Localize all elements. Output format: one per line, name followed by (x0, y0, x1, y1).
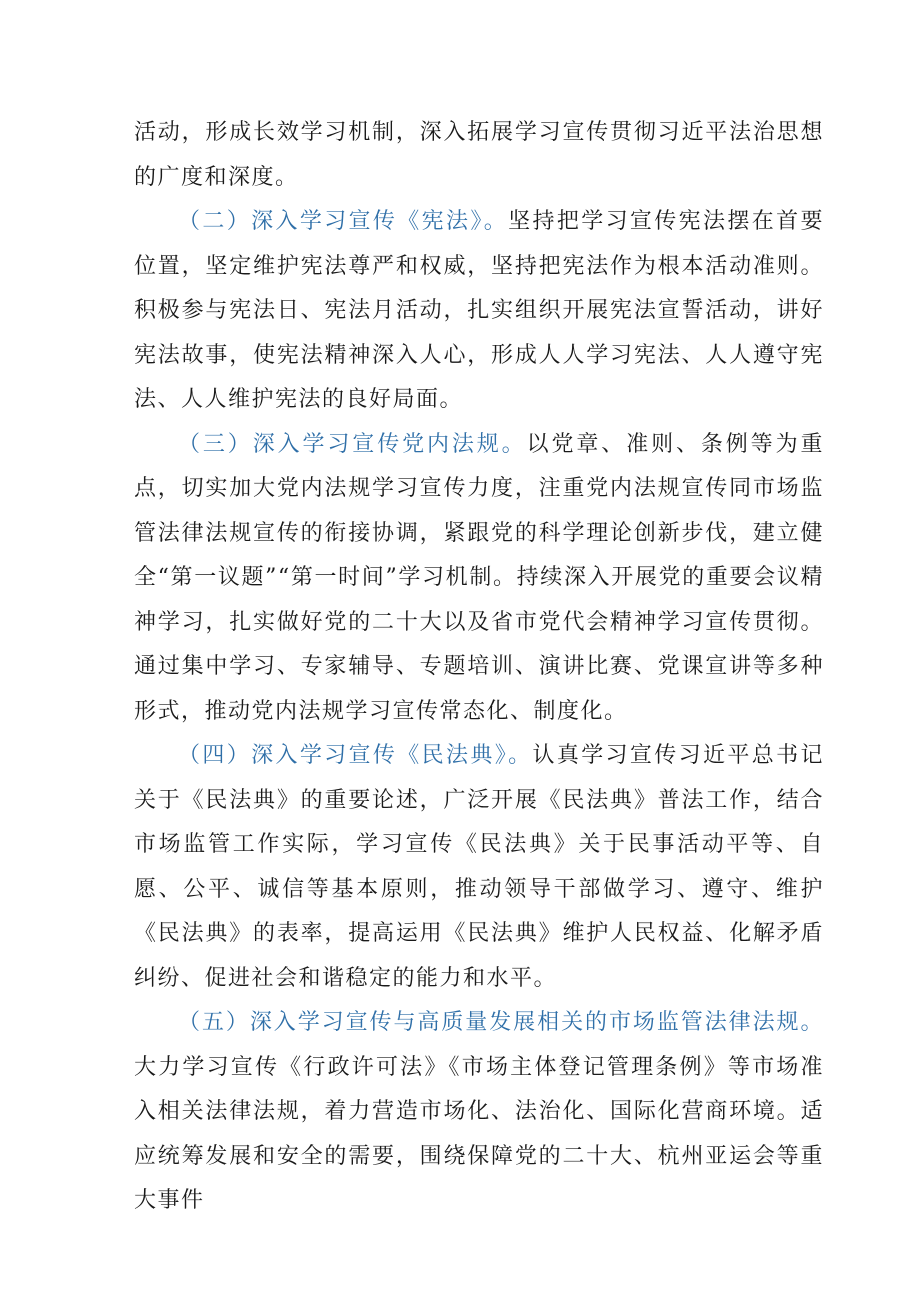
paragraph-body: 认真学习宣传习近平总书记关于《民法典》的重要论述，广泛开展《民法典》普法工作，结合市场监管工作实际，学习宣传《民法典》关于民事活动平等、自愿、公平、诚信等基本原则，推动领导干部做学习、遵守、维护《民法典》的表率，提高运用《民法典》维护人民权益、化解矛盾纠纷、促进社会和谐稳定的能力和水平。 (134, 743, 824, 991)
paragraph-market-regulation (134, 1001, 824, 1224)
section-heading: （五）深入学习宣传与高质量发展相关的市场监管法律法规。 (178, 1010, 824, 1035)
paragraph-continuation (134, 111, 824, 200)
paragraph-body: 以党章、准则、条例等为重点，切实加大党内法规学习宣传力度，注重党内法规宣传同市场监管法律法规宣传的衔接协调，紧跟党的科学理论创新步伐，建立健全“第一议题”“第一时间”学习机制。持续深入开展党的重要会议精神学习，扎实做好党的二十大以及省市党代会精神学习宣传贯彻。通过集中学习、专家辅导、专题培训、演讲比赛、党课宣讲等多种形式，推动党内法规学习宣传常态化、制度化。 (134, 431, 824, 724)
section-heading: （二）深入学习宣传《宪法》。 (178, 209, 509, 234)
paragraph-body: 坚持把学习宣传宪法摆在首要位置，坚定维护宪法尊严和权威，坚持把宪法作为根本活动准则。积极参与宪法日、宪法月活动，扎实组织开展宪法宣誓活动，讲好宪法故事，使宪法精神深入人心，形成人人学习宪法、人人遵守宪法、人人维护宪法的良好局面。 (134, 209, 824, 412)
paragraph-civil-code (134, 734, 824, 1001)
document-body (134, 111, 824, 1224)
paragraph-body: 活动，形成长效学习机制，深入拓展学习宣传贯彻习近平法治思想的广度和深度。 (134, 120, 824, 190)
paragraph-body: 大力学习宣传《行政许可法》《市场主体登记管理条例》等市场准入相关法律法规，着力营造市场化、法治化、国际化营商环境。适应统筹发展和安全的需要，围绕保障党的二十大、杭州亚运会等重大事件 (134, 1054, 824, 1213)
paragraph-party-regulations (134, 423, 824, 735)
section-heading: （三）深入学习宣传党内法规。 (178, 431, 527, 457)
paragraph-constitution (134, 200, 824, 423)
section-heading: （四）深入学习宣传《民法典》。 (178, 743, 533, 768)
